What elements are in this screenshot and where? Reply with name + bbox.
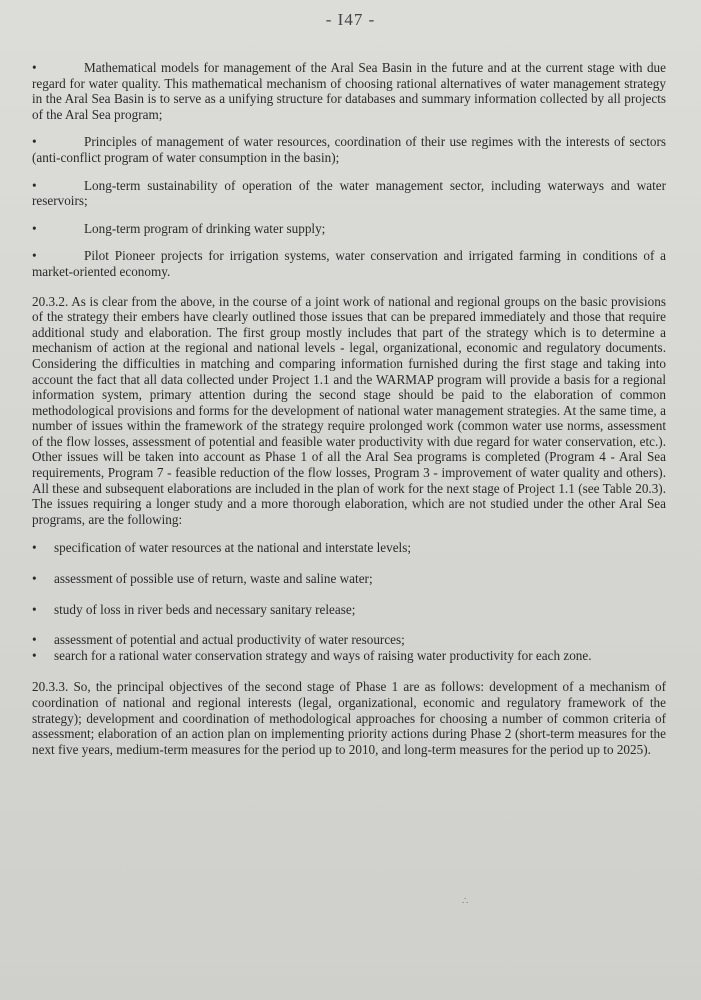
list-item: [32, 602, 666, 618]
list-item-text: study of loss in river beds and necessary sanitary release;: [54, 601, 356, 617]
list-item: [32, 648, 666, 664]
bullet-icon: •: [32, 134, 37, 150]
bullet-point: [32, 221, 666, 237]
list-item-text: assessment of potential and actual productivity of water resources;: [54, 632, 405, 648]
list-item: [32, 540, 666, 556]
bullet-icon: •: [32, 220, 37, 236]
bullet-icon: •: [32, 571, 37, 587]
bullet-text: Long-term program of drinking water supply;: [84, 220, 326, 236]
bullet-point: [32, 248, 666, 279]
bullet-point: [32, 60, 666, 122]
bullet-point: [32, 178, 666, 209]
page-number: - I47 -: [325, 10, 376, 29]
issues-list: [32, 540, 666, 663]
list-item-text: specification of water resources at the national and interstate levels;: [54, 540, 412, 556]
bullet-icon: •: [32, 647, 37, 663]
bullet-icon: •: [32, 177, 37, 193]
page-content: [32, 60, 666, 770]
list-item: [32, 632, 666, 648]
bullet-point: [32, 134, 666, 165]
bullet-text: Long-term sustainability of operation of the water management sector, including waterways and water reservoirs;: [32, 177, 666, 209]
list-item: [32, 571, 666, 587]
bullet-text: Pilot Pioneer projects for irrigation systems, water conservation and irrigated farming in conditions of a market-oriented economy.: [32, 248, 666, 279]
smudge-mark: ∴: [462, 896, 469, 907]
bullet-text: Mathematical models for management of the Aral Sea Basin in the future and at the current stage with due regard for water quality. This mathematical mechanism of choosing rational alternatives of water management strategy in the Aral Sea Basin is to serve as a unifying structure for databases and summary information collected by all projects of the Aral Sea program;: [32, 60, 666, 122]
bullet-icon: •: [32, 248, 37, 264]
section-20-3-3-paragraph: 20.3.3. So, the principal objectives of the second stage of Phase 1 are as follows: development of a mechanism of coordination of national and regional interests (legal, organizational, economic and regulatory framework of the strategy); development and coordination of methodological approaches for choosing a number of common criteria of assessment; elaboration of an action plan on implementing priority actions during Phase 2 (short-term measures for the next five years, medium-term measures for the period up to 2010, and long-term measures for the period up to 2025).: [32, 679, 666, 757]
bullet-icon: •: [32, 601, 37, 617]
bullet-icon: •: [32, 540, 37, 556]
bullet-icon: •: [32, 632, 37, 648]
bullet-text: Principles of management of water resources, coordination of their use regimes with the interests of sectors (anti-conflict program of water consumption in the basin);: [32, 134, 666, 165]
bullet-icon: •: [32, 60, 37, 75]
section-20-3-2-paragraph: 20.3.2. As is clear from the above, in the course of a joint work of national and regional groups on the basic provisions of the strategy their embers have clearly outlined those issues that can be prepared immediately and those that require additional study and elaboration. The first group mostly includes that part of the strategy which is to determine a mechanism of action at the regional and national levels - legal, organizational, economic and regulatory documents. Considering the difficulties in matching and comparing information furnished during the first stage and taking into account the fact that all data collected under Project 1.1 and the WARMAP program will provide a basis for a regional information system, primary attention during the second stage should be paid to the elaboration of common methodological provisions and forms for the development of national water management strategies. At the same time, a number of issues within the framework of the strategy require prolonged work (common water use norms, assessment of the flow losses, assessment of potential and feasible water productivity with due regard for water conservation, etc.). Other issues will be taken into account as Phase 1 of all the Aral Sea programs is completed (Program 4 - Aral Sea requirements, Program 7 - feasible reduction of the flow losses, Program 3 - improvement of water quality and others). All these and subsequent elaborations are included in the plan of work for the next stage of Project 1.1 (see Table 20.3). The issues requiring a longer study and a more thorough elaboration, which are not studied under the other Aral Sea programs, are the following:: [32, 293, 666, 527]
list-item-text: search for a rational water conservation strategy and ways of raising water productivity for each zone.: [54, 647, 592, 663]
list-item-text: assessment of possible use of return, waste and saline water;: [54, 571, 373, 587]
